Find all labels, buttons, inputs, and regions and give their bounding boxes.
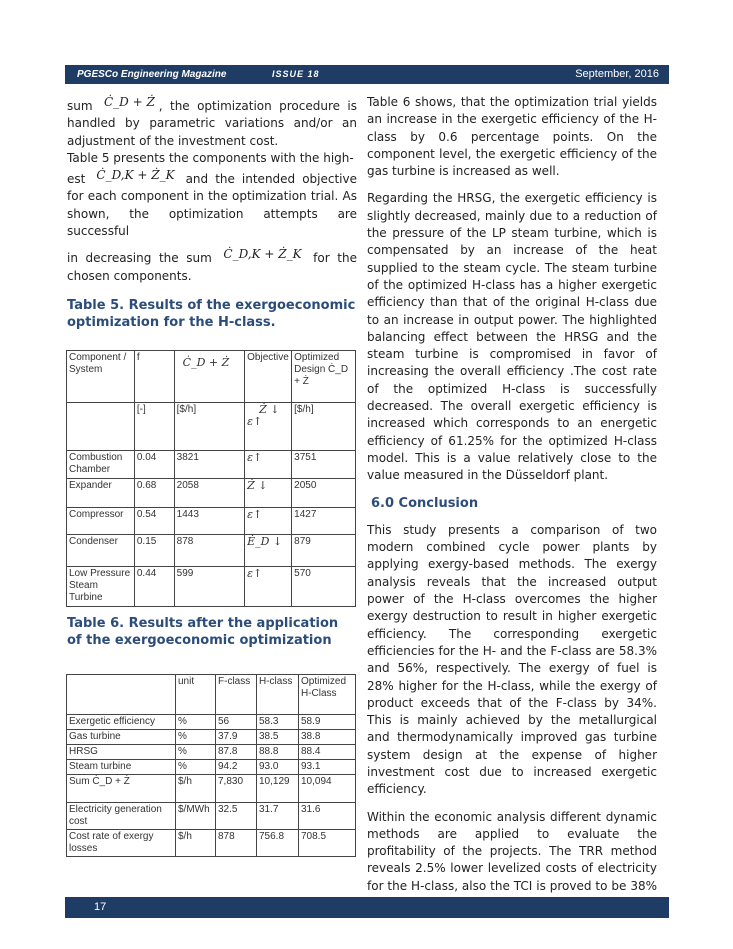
cell: 38.5 — [257, 730, 299, 745]
cell: % — [176, 760, 216, 775]
issue-label: ISSUE 18 — [272, 69, 320, 79]
cell: 0.54 — [134, 508, 174, 535]
cell: 10,129 — [257, 775, 299, 803]
table6-caption: Table 6. Results after the application of the exergoeconomic optimization — [67, 616, 339, 648]
cell: 31.7 — [257, 803, 299, 830]
cell: Expander — [67, 479, 135, 508]
math-sum: Ċ_D + Ż — [182, 356, 230, 369]
cell: 878 — [216, 830, 257, 857]
cell: 756.8 — [257, 830, 299, 857]
table-row — [67, 535, 356, 567]
section-heading: 6.0 Conclusion — [371, 495, 479, 511]
header-cell: f — [134, 351, 174, 403]
table-row — [67, 730, 356, 745]
paragraph — [67, 246, 357, 285]
paragraph: Within the economic analysis different dynamic methods are applied to evaluate the profitability of the projects. The TRR method reveals 2.5% lower levelized costs of electricity for the H-class, also the TCI is proved to be 38% — [367, 809, 657, 893]
cell: 878 — [174, 535, 245, 567]
cell: 3751 — [292, 451, 356, 479]
unit-cell: [$/h] — [174, 403, 245, 451]
magazine-title: PGESCo Engineering Magazine — [77, 69, 227, 80]
cell: 88.8 — [257, 745, 299, 760]
cell: 708.5 — [299, 830, 356, 857]
header-cell: Objective — [245, 351, 292, 403]
magazine-header-bar — [65, 65, 669, 84]
math-sum: Ċ_D + Ż — [103, 95, 155, 109]
math-z-down: Ż ↓ — [259, 403, 280, 416]
cell: ε↑ — [245, 451, 292, 479]
cell: % — [176, 730, 216, 745]
paragraph: Table 6 shows, that the optimization trial yields an increase in the exergetic efficiency of the H-class by 0.6 percentage points. On the component level, the exergetic efficiency of the gas turbine is increased as well. — [367, 95, 657, 179]
cell: $/h — [176, 775, 216, 803]
cell: ε↑ — [245, 508, 292, 535]
cell: 87.8 — [216, 745, 257, 760]
cell: Gas turbine — [67, 730, 176, 745]
right-column — [367, 94, 657, 912]
cell: Cost rate of exergy losses — [67, 830, 176, 857]
issue-date: September, 2016 — [575, 68, 659, 80]
table-header-row — [67, 351, 356, 403]
text: for the chosen components. — [67, 251, 357, 283]
cell: HRSG — [67, 745, 176, 760]
table-row — [67, 760, 356, 775]
table-row — [67, 451, 356, 479]
cell: 0.68 — [134, 479, 174, 508]
cell: 570 — [292, 567, 356, 607]
cell: 2050 — [292, 479, 356, 508]
text: and the intended objective for each component in the optimization trial. As shown, the optimization attempts are successful — [67, 172, 357, 239]
table-row — [67, 508, 356, 535]
header-cell — [67, 675, 176, 715]
table-row — [67, 803, 356, 830]
cell: 31.6 — [299, 803, 356, 830]
paragraph: Table 5 presents the components with the high- — [67, 150, 354, 165]
cell: Condenser — [67, 535, 135, 567]
cell: Combustion Chamber — [67, 451, 135, 479]
header-cell: Optimized Design Ċ_D + Ż — [292, 351, 356, 403]
text: in decreasing the sum — [67, 251, 212, 266]
table5-caption: Table 5. Results of the exergoeconomic optimization for the H-class. — [67, 297, 356, 330]
cell: % — [176, 745, 216, 760]
cell: 38.8 — [299, 730, 356, 745]
table5 — [66, 350, 356, 607]
unit-cell: [-] — [134, 403, 174, 451]
math-eps-up: ε↑ — [247, 415, 263, 428]
cell: $/h — [176, 830, 216, 857]
left-column — [67, 94, 357, 331]
math-sum-k: Ċ_D,K + Ż_K — [96, 168, 175, 183]
header-cell: unit — [176, 675, 216, 715]
cell: 94.2 — [216, 760, 257, 775]
cell: 88.4 — [299, 745, 356, 760]
cell: 879 — [292, 535, 356, 567]
table-row — [67, 715, 356, 730]
cell: 1427 — [292, 508, 356, 535]
math-sum-k: Ċ_D,K + Ż_K — [223, 247, 302, 262]
cell: Electricity generation cost — [67, 803, 176, 830]
cell: 1443 — [174, 508, 245, 535]
table-units-row — [67, 403, 356, 451]
table-row — [67, 830, 356, 857]
page-footer-bar — [65, 897, 669, 918]
cell: Compressor — [67, 508, 135, 535]
cell: Low Pressure Steam Turbine — [67, 567, 135, 607]
cell: % — [176, 715, 216, 730]
unit-cell: [$/h] — [292, 403, 356, 451]
cell: 10,094 — [299, 775, 356, 803]
cell: 58.3 — [257, 715, 299, 730]
cell: 3821 — [174, 451, 245, 479]
table-row — [67, 479, 356, 508]
unit-cell — [67, 403, 135, 451]
cell: 0.15 — [134, 535, 174, 567]
page-number: 17 — [94, 901, 107, 913]
paragraph: This study presents a comparison of two modern combined cycle power plants by applying exergy-based methods. The exergy analysis reveals that the increased output power of the H-class overcomes the higher exergy destruction to result in higher exergetic efficiency. The corresponding exergetic efficiencies for the H- and the F-class are 58.3% and 56%, respectively. The exergy of fuel is 28% higher for the H-class, while the exergy of product exceeds that of the F-class by 34%. This is mainly achieved by the metallurgical and thermodynamically improved gas turbine system design at the expense of higher investment cost due to increased exergetic efficiency. — [367, 522, 657, 797]
paragraph — [67, 167, 357, 240]
cell: 2058 — [174, 479, 245, 508]
cell: ε↑ — [245, 567, 292, 607]
header-cell: Optimized H-Class — [299, 675, 356, 715]
cell: 0.04 — [134, 451, 174, 479]
cell: $/MWh — [176, 803, 216, 830]
header-cell: Component / System — [67, 351, 135, 403]
cell: 32.5 — [216, 803, 257, 830]
cell: 37.9 — [216, 730, 257, 745]
cell: Steam turbine — [67, 760, 176, 775]
text: est — [67, 172, 86, 187]
cell: 0.44 — [134, 567, 174, 607]
table-row — [67, 775, 356, 803]
header-cell: H-class — [257, 675, 299, 715]
cell: 93.0 — [257, 760, 299, 775]
header-cell: F-class — [216, 675, 257, 715]
cell: Sum Ċ_D + Ż — [67, 775, 176, 803]
table6 — [66, 674, 356, 857]
cell: 7,830 — [216, 775, 257, 803]
cell: 599 — [174, 567, 245, 607]
paragraph — [67, 94, 357, 150]
text: , the optimization procedure is handled by parametric variations and/or an adjustment of the investment cost. — [67, 99, 357, 148]
table-row — [67, 567, 356, 607]
cell: Ż ↓ — [245, 479, 292, 508]
table-header-row — [67, 675, 356, 715]
cell: 58.9 — [299, 715, 356, 730]
header-cell — [174, 351, 245, 403]
table-row — [67, 745, 356, 760]
cell: 93.1 — [299, 760, 356, 775]
cell: Exergetic efficiency — [67, 715, 176, 730]
cell: 56 — [216, 715, 257, 730]
paragraph: Regarding the HRSG, the exergetic efficiency is slightly decreased, mainly due to a reduction of the pressure of the LP steam turbine, which is compensated by an increase of the heat supplied to the steam cycle. The steam turbine of the optimized H-class has a higher exergetic efficiency than that of the original H-class due to an increase in output power. The highlighted balancing effect between the HRSG and the steam turbine is compromised in favor of increasing the overall efficiency .The cost rate of the optimized H-class is successfully decreased. The overall exergetic efficiency is increased which corresponds to an energetic efficiency of 61.25% for the optimized H-class model. This is a value relatively close to the value measured in the Düsseldorf plant. — [367, 191, 657, 483]
cell: Ė_D ↓ — [245, 535, 292, 567]
text: sum — [67, 99, 93, 113]
unit-cell — [245, 403, 292, 451]
